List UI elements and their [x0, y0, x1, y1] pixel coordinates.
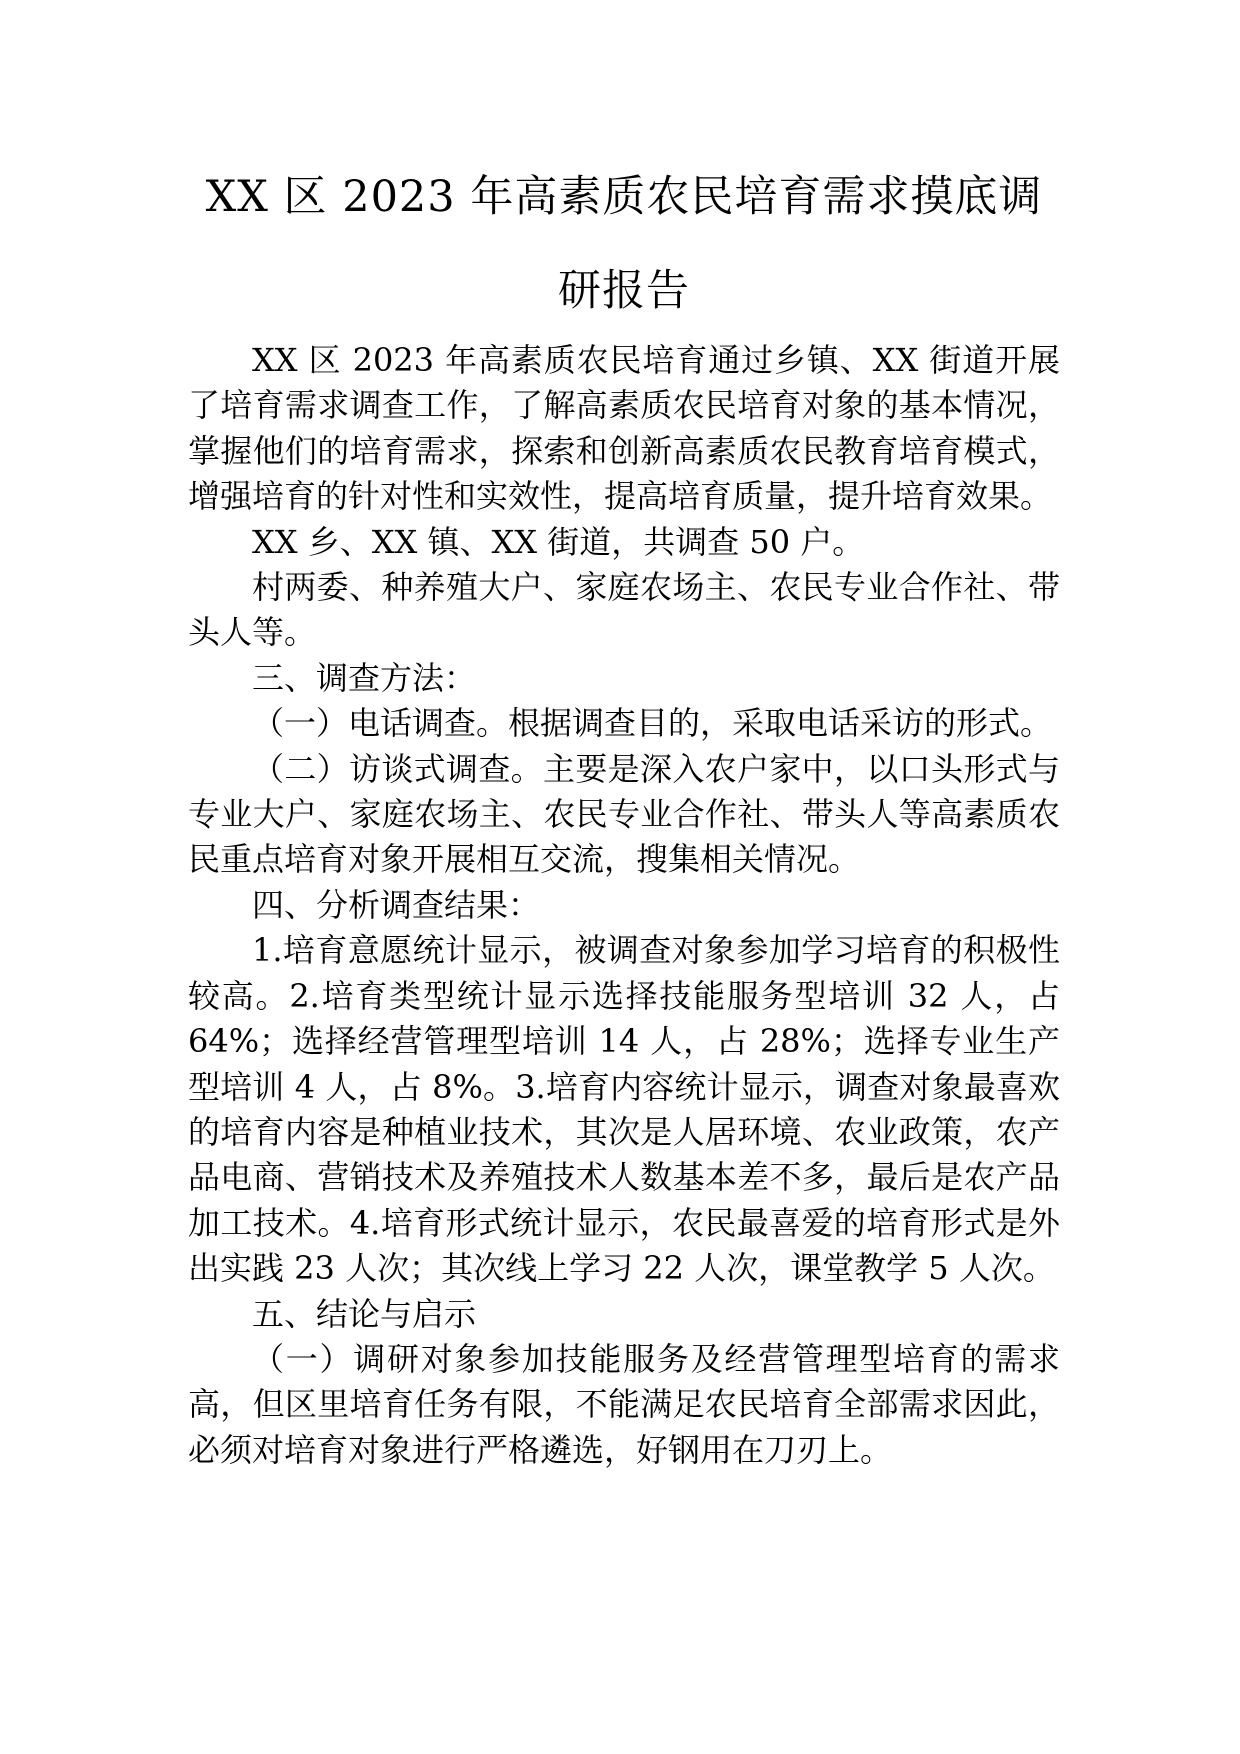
method-phone-paragraph: （一）电话调查。根据调查目的，采取电话采访的形式。 [252, 704, 1053, 743]
intro-paragraph: XX 区 2023 年高素质农民培育通过乡镇、XX 街道开展了培育需求调查工作，了解高素质农民培育对象的基本情况，掌握他们的培育需求，探索和创新高素质农民教育培育模式，增强培育的针对性和实效性，提高培育质量，提升培育效果。 [188, 341, 1060, 516]
conclusion-paragraph: （一）调研对象参加技能服务及经营管理型培育的需求高，但区里培育任务有限，不能满足农民培育全部需求因此，必须对培育对象进行严格遴选，好钢用在刀刃上。 [188, 1339, 1060, 1469]
method-interview-paragraph: （二）访谈式调查。主要是深入农户家中，以口头形式与专业大户、家庭农场主、农民专业合作社、带头人等高素质农民重点培育对象开展相互交流，搜集相关情况。 [188, 749, 1060, 879]
document-title-line-1: XX 区 2023 年高素质农民培育需求摸底调 [205, 172, 1043, 222]
section-heading-results: 四、分析调查结果： [252, 885, 541, 924]
survey-scope-paragraph: XX 乡、XX 镇、XX 街道，共调查 50 户。 [252, 522, 865, 561]
document-body [188, 338, 1060, 1473]
document-title-line-2: 研报告 [558, 266, 690, 316]
section-heading-conclusion: 五、结论与启示 [252, 1294, 477, 1333]
document-page [188, 150, 1060, 1473]
survey-subjects-paragraph: 村两委、种养殖大户、家庭农场主、农民专业合作社、带头人等。 [188, 568, 1060, 652]
section-heading-methods: 三、调查方法： [252, 658, 477, 697]
results-paragraph: 1.培育意愿统计显示，被调查对象参加学习培育的积极性较高。2.培育类型统计显示选择技能服务型培训 32 人，占 64%；选择经营管理型培训 14 人，占 28%；选择专业生产型培训 4 人，占 8%。3.培育内容统计显示，调查对象最喜欢的培育内容是种植业技术，其次是人居环境、农业政策，农产品电商、营销技术及养殖技术人数基本差不多，最后是农产品加工技术。4.培育形式统计显示，农民最喜爱的培育形式是外出实践 23 人次；其次线上学习 22 人次，课堂教学 5 人次。 [188, 931, 1060, 1288]
